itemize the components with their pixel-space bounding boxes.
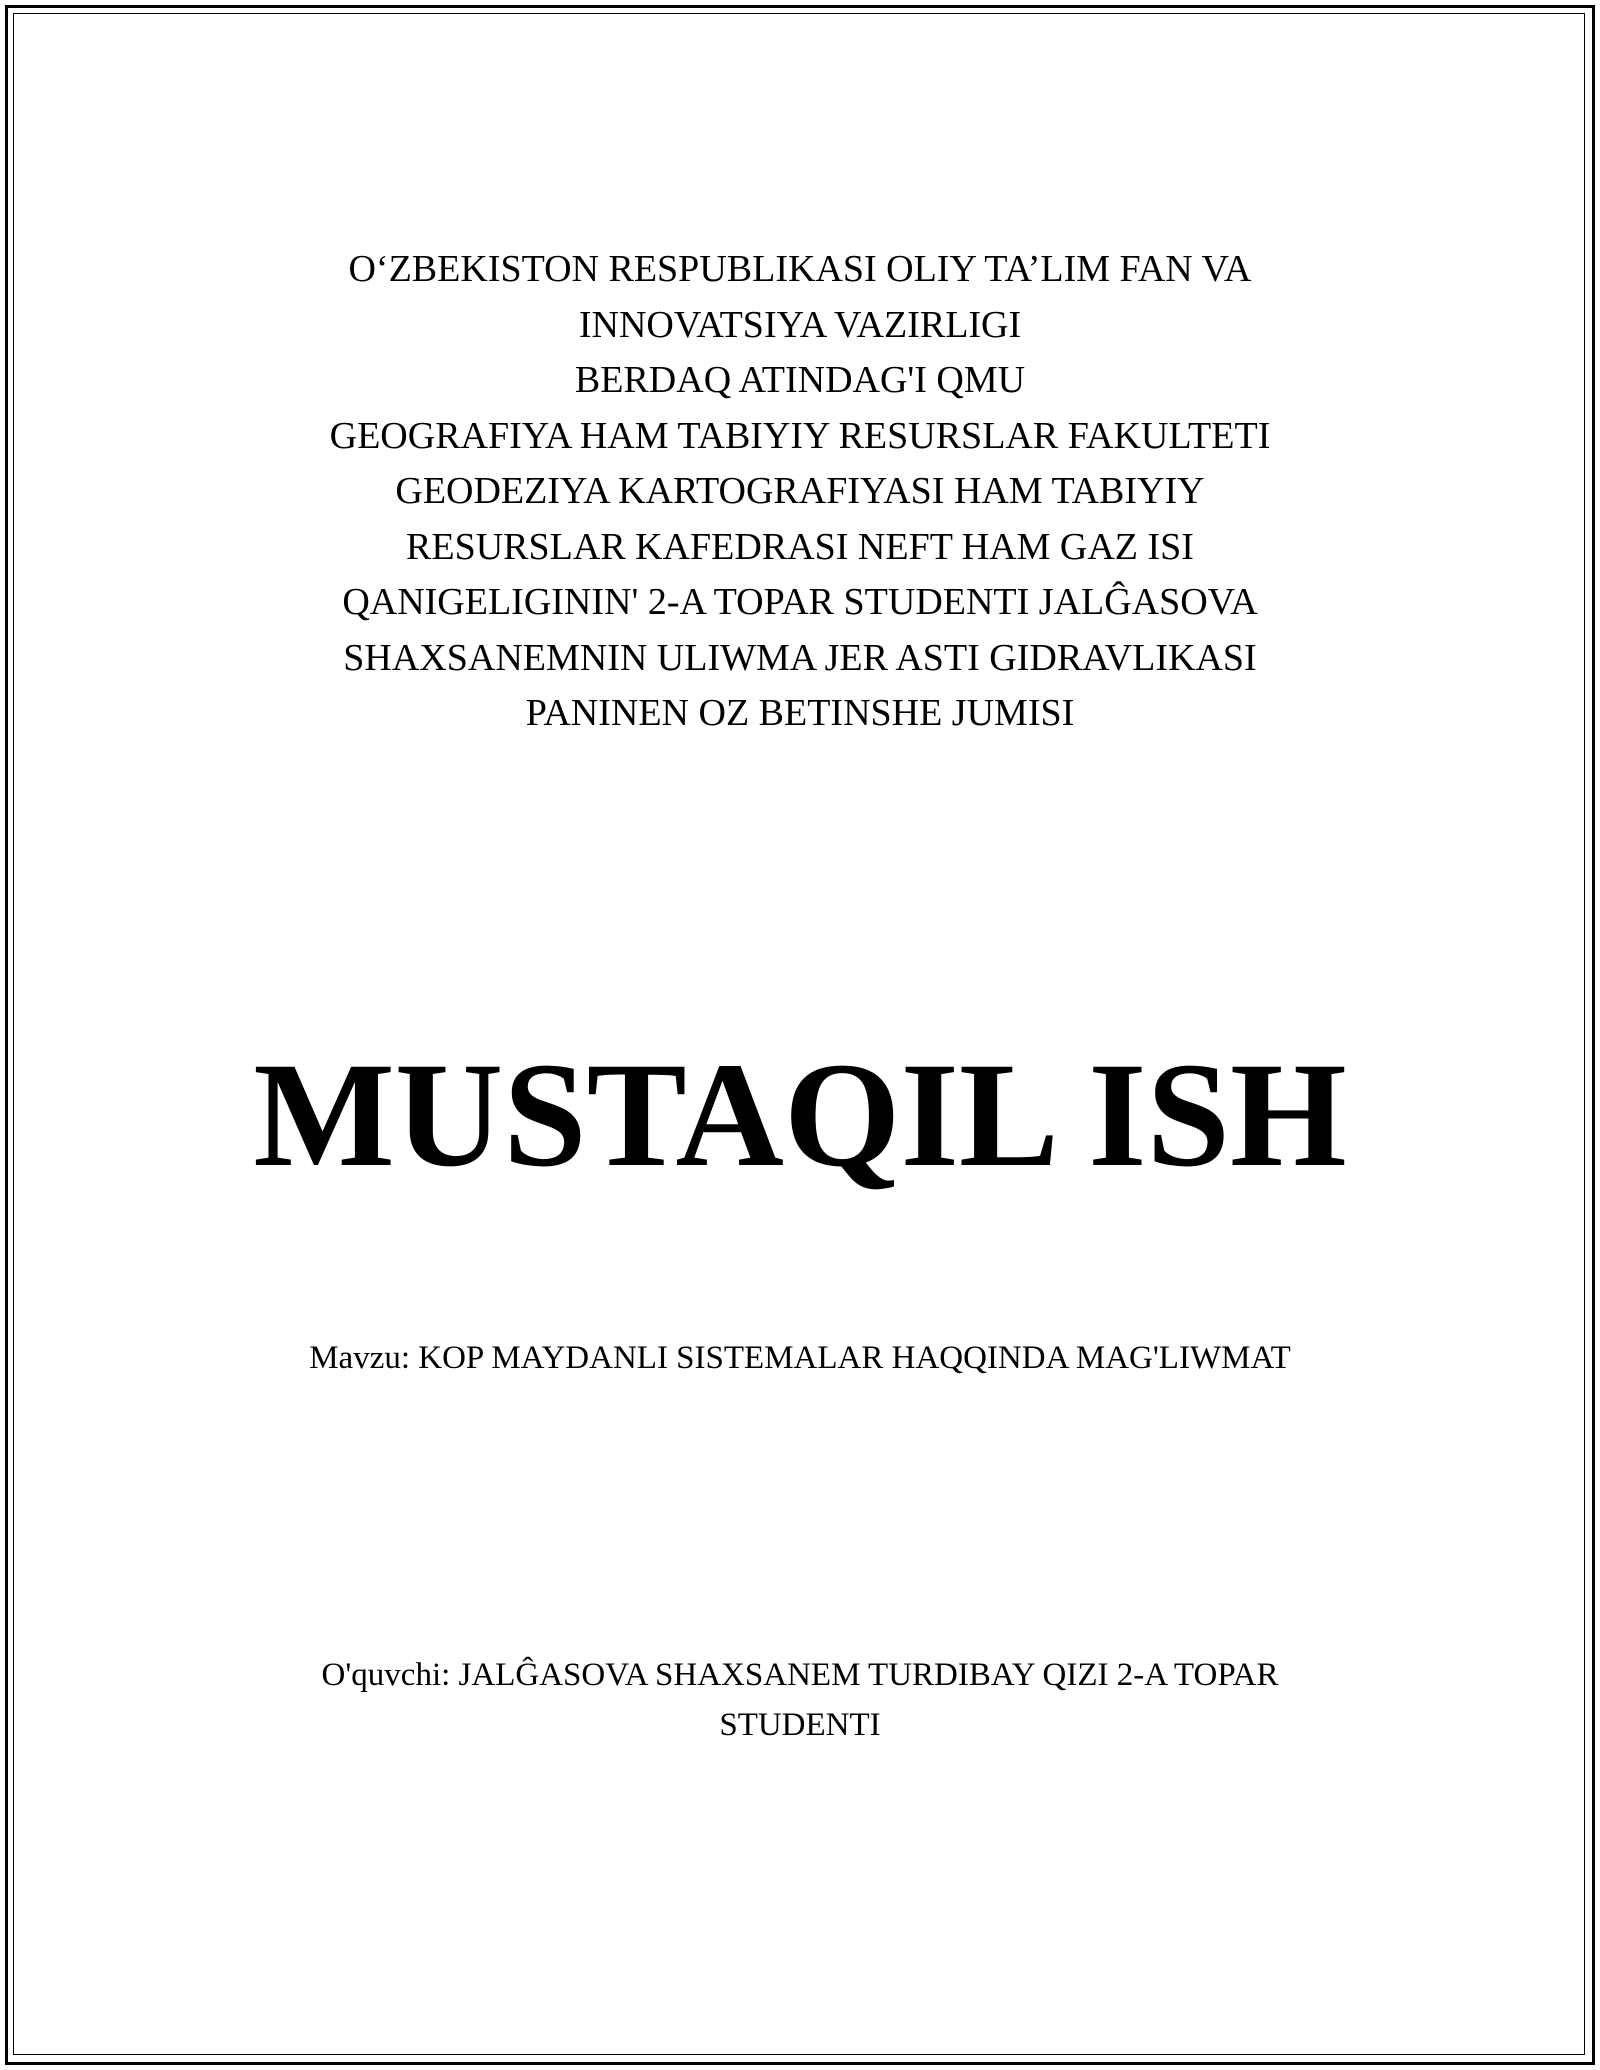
header-line: O‘ZBEKISTON RESPUBLIKASI OLIY TA’LIM FAN VA xyxy=(348,248,1252,290)
header-line: GEODEZIYA KARTOGRAFIYASI HAM TABIYIY xyxy=(395,470,1205,512)
header-line: INNOVATSIYA VAZIRLIGI xyxy=(578,303,1022,346)
header-line: SHAXSANEMNIN ULIWMA JER ASTI GIDRAVLIKASI xyxy=(343,636,1257,679)
header-line: BERDAQ ATINDAG'I QMU xyxy=(574,359,1026,401)
topic-line: Mavzu: KOP MAYDANLI SISTEMALAR HAQQINDA MAG'LIWMAT xyxy=(309,1340,1291,1376)
student-info xyxy=(0,1650,1600,1750)
student-line: STUDENTI xyxy=(719,1707,881,1743)
institution-header xyxy=(0,242,1600,742)
header-line: QANIGELIGININ' 2-A TOPAR STUDENTI JALĜASOVA xyxy=(342,581,1258,623)
header-line: RESURSLAR KAFEDRASI NEFT HAM GAZ ISI xyxy=(406,525,1194,568)
document-title: MUSTAQIL ISH xyxy=(253,1032,1347,1198)
header-line: PANINEN OZ BETINSHE JUMISI xyxy=(525,692,1075,734)
header-line: GEOGRAFIYA HAM TABIYIY RESURSLAR FAKULTETI xyxy=(329,414,1271,457)
student-line: O'quvchi: JALĜASOVA SHAXSANEM TURDIBAY QIZI 2-A TOPAR xyxy=(321,1657,1279,1693)
